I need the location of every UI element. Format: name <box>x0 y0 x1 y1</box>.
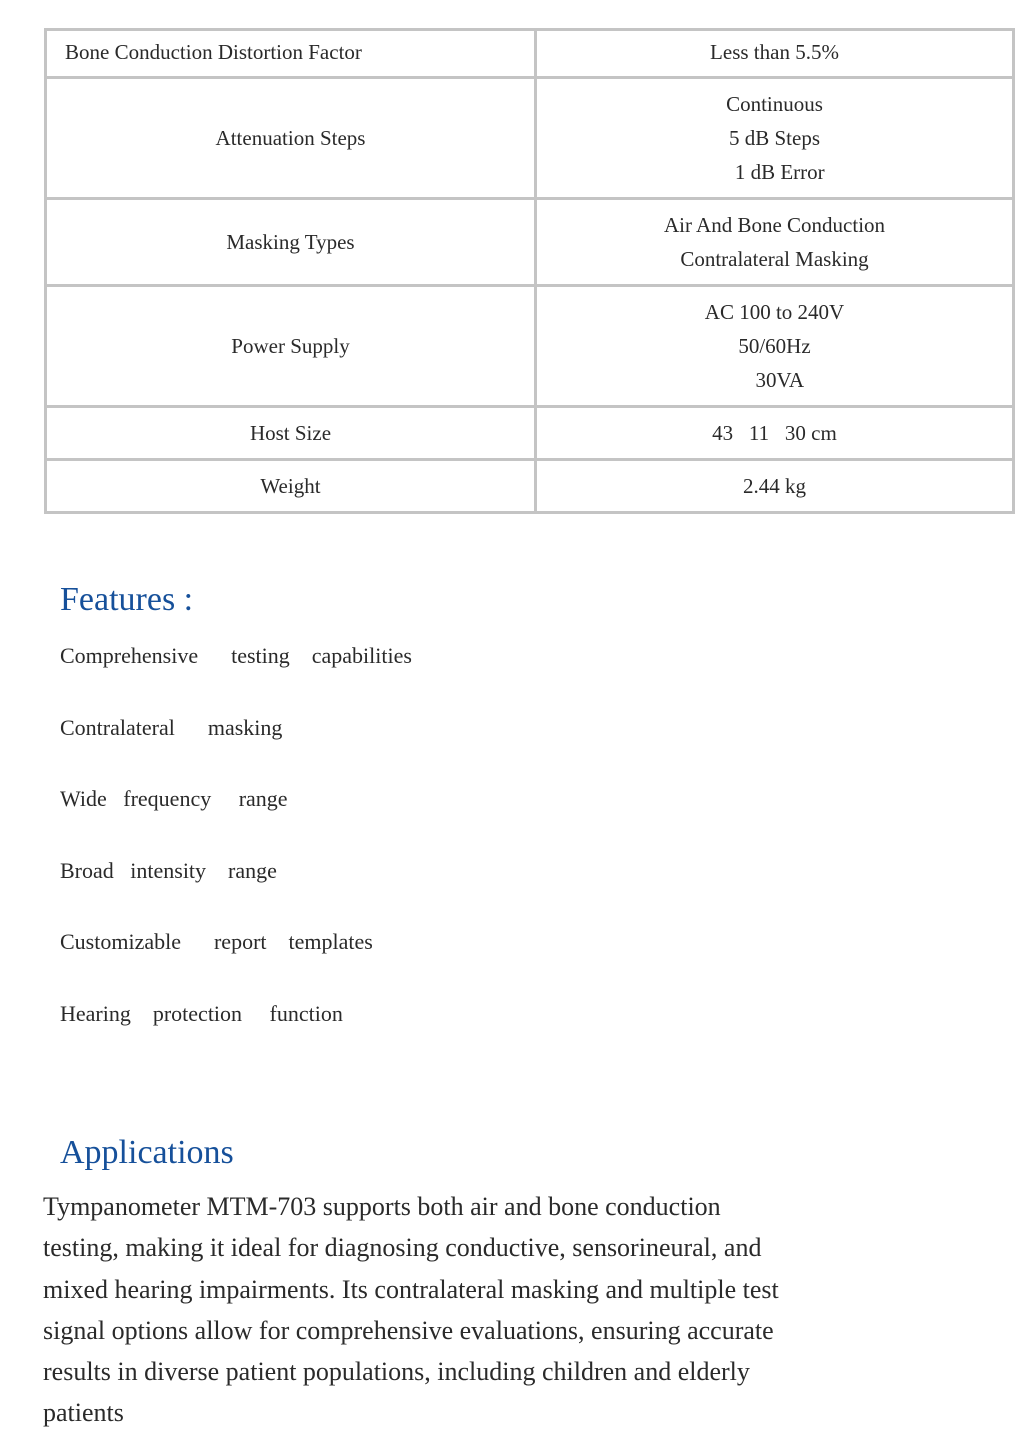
spec-value <box>536 407 1014 460</box>
spec-label: Weight <box>46 460 536 513</box>
spec-value-line: Air And Bone Conduction <box>663 213 886 237</box>
spec-value <box>536 30 1014 78</box>
spec-label: Power Supply <box>46 286 536 407</box>
spec-value-line: 5 dB Steps <box>728 126 820 150</box>
features-list <box>60 637 412 1066</box>
spec-value-line: 43 11 30 cm <box>712 421 837 445</box>
spec-value-line: 50/60Hz <box>738 334 811 358</box>
spec-value <box>536 199 1014 286</box>
spec-row-weight <box>46 460 1014 513</box>
spec-row-power-supply <box>46 286 1014 407</box>
applications-paragraph: Tympanometer MTM-703 supports both air and bone conduction testing, making it ideal for diagnosing conductive, sensorineural, and mixed hearing impairments. Its contralateral masking and multiple test signal options allow for comprehensive evaluations, ensuring accurate results in diverse patient populations, including children and elderly patients <box>43 1192 779 1428</box>
spec-value-line: 1 dB Error <box>724 160 825 184</box>
specifications-table <box>44 28 1015 514</box>
spec-value <box>536 286 1014 407</box>
spec-value-line: AC 100 to 240V <box>704 300 845 324</box>
spec-label: Host Size <box>46 407 536 460</box>
feature-item: Hearing protection function <box>60 1000 343 1026</box>
spec-label: Bone Conduction Distortion Factor <box>46 30 536 78</box>
spec-label: Masking Types <box>46 199 536 286</box>
spec-label: Attenuation Steps <box>46 78 536 199</box>
spec-value <box>536 78 1014 199</box>
spec-value-line: Contralateral Masking <box>680 247 869 271</box>
spec-value-line: Continuous <box>726 92 823 116</box>
feature-item: Comprehensive testing capabilities <box>60 643 412 668</box>
spec-row-attenuation-steps <box>46 78 1014 199</box>
spec-value-line: Less than 5.5% <box>710 40 839 64</box>
spec-row-masking-types <box>46 199 1014 286</box>
feature-item: Customizable report templates <box>60 929 373 954</box>
feature-item: Contralateral masking <box>60 714 283 740</box>
applications-heading: Applications <box>60 1134 234 1171</box>
feature-item: Wide frequency range <box>60 786 288 811</box>
spec-value <box>536 460 1014 513</box>
spec-row-bone-conduction-distortion <box>46 30 1014 78</box>
spec-value-line: 2.44 kg <box>743 474 806 498</box>
features-heading: Features : <box>60 581 194 618</box>
spec-row-host-size <box>46 407 1014 460</box>
feature-item: Broad intensity range <box>60 857 277 883</box>
spec-value-line: 30VA <box>744 368 805 392</box>
